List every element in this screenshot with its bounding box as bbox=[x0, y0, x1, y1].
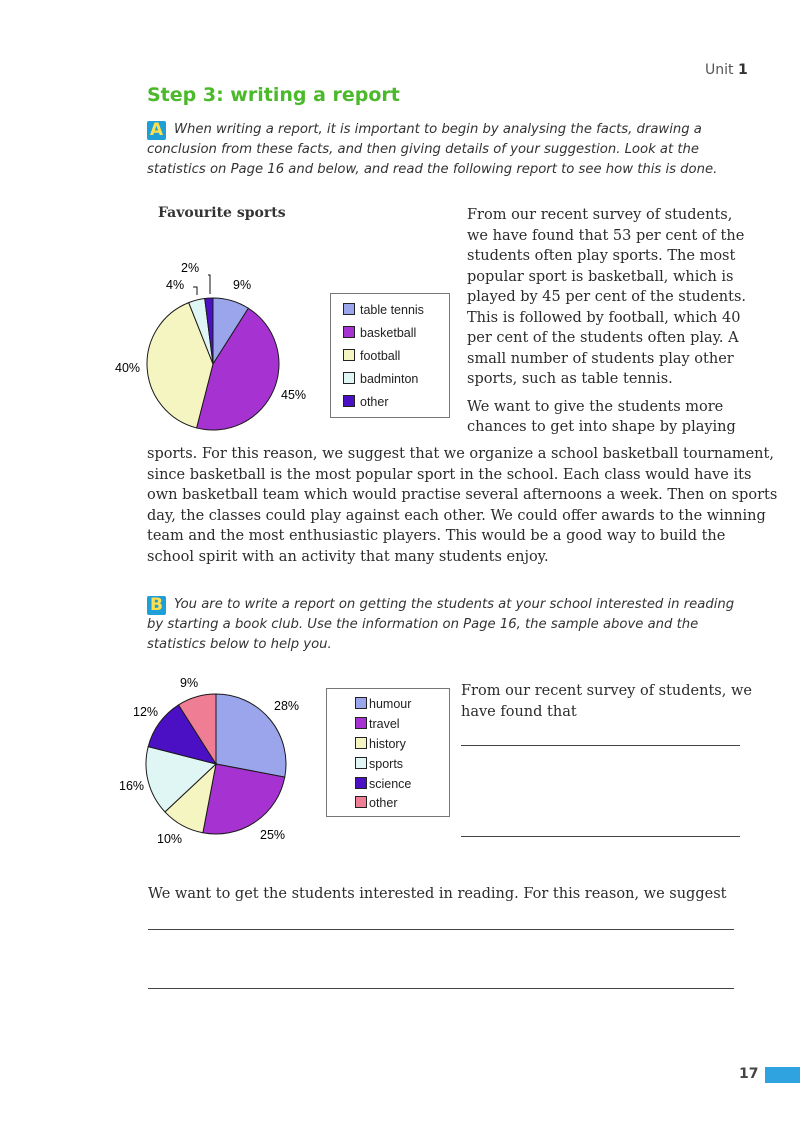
chart2-legend-item: humour bbox=[355, 697, 411, 711]
chart1-swatch-basketball bbox=[343, 326, 355, 338]
unit-label bbox=[705, 62, 748, 78]
part-b-starter bbox=[461, 681, 761, 722]
answer-line[interactable] bbox=[148, 988, 734, 989]
chart2-label-humour: 28% bbox=[274, 699, 300, 713]
chart1-label-basketball: 45% bbox=[281, 388, 307, 402]
report-line: From our recent survey of students, bbox=[467, 207, 733, 223]
chart1-swatch-football bbox=[343, 349, 355, 361]
chart2-legend-item: science bbox=[355, 777, 411, 791]
chart2-legend-item: history bbox=[355, 737, 406, 751]
chart2-legend-item: other bbox=[355, 796, 398, 810]
report-line: school spirit with an activity that many students enjoy. bbox=[147, 548, 549, 565]
chart1-legend-item: table tennis bbox=[343, 303, 424, 317]
part-b-badge: B bbox=[147, 596, 166, 615]
report-line: chances to get into shape by playing bbox=[467, 419, 736, 435]
answer-line[interactable] bbox=[461, 836, 740, 837]
section-title: Step 3: writing a report bbox=[147, 84, 400, 106]
report-line: small number of students play other bbox=[467, 350, 734, 367]
chart2-legend-item: sports bbox=[355, 757, 403, 771]
part-a-text: When writing a report, it is important to begin by analysing the facts, drawing a conclusion from these facts, and then giving details of your suggestion. Look at the statistics on Page 16 and below, and read the following report to see how this is done. bbox=[147, 122, 718, 177]
chart2-label-travel: 25% bbox=[260, 828, 286, 842]
chart2-label-science: 12% bbox=[133, 705, 159, 719]
part-a-badge: A bbox=[147, 121, 166, 140]
report-line: per cent of the students often play. A bbox=[467, 330, 739, 346]
unit-number: 1 bbox=[737, 62, 748, 78]
chart1-label-badminton: 4% bbox=[166, 278, 185, 292]
chart1-title: Favourite sports bbox=[158, 205, 286, 221]
chart1-swatch-badminton bbox=[343, 372, 355, 384]
chart1-swatch-other bbox=[343, 395, 355, 407]
report-line: day, the classes could play against each other. We could offer awards to the winning bbox=[147, 507, 766, 524]
report-line: popular sport is basketball, which is bbox=[467, 268, 734, 285]
chart2-label-sports: 16% bbox=[119, 779, 145, 793]
report-column bbox=[467, 205, 767, 438]
chart1-label-other: 2% bbox=[181, 261, 200, 275]
page-number: 17 bbox=[739, 1066, 759, 1082]
chart1-label-table-tennis: 9% bbox=[233, 278, 252, 292]
chart2-swatch-other bbox=[355, 796, 367, 808]
report-paragraph bbox=[147, 444, 787, 567]
report-line: sports, such as table tennis. bbox=[467, 371, 673, 387]
chart2-swatch-travel bbox=[355, 717, 367, 729]
chart2-swatch-science bbox=[355, 777, 367, 789]
part-b-instructions bbox=[147, 595, 743, 655]
chart2-pie bbox=[110, 670, 330, 850]
chart1-pie bbox=[110, 250, 330, 440]
chart1-legend-item: badminton bbox=[343, 372, 418, 386]
report-line: since basketball is the most popular sport in the school. Each class would have its bbox=[147, 466, 752, 483]
chart1-legend bbox=[330, 293, 450, 418]
report-line: own basketball team which would practise several afternoons a week. Then on sports bbox=[147, 487, 778, 503]
page-tab-bar bbox=[765, 1067, 800, 1083]
report-line: sports. For this reason, we suggest that we organize a school basketball tournament, bbox=[147, 446, 774, 462]
chart2-legend-item: travel bbox=[355, 717, 400, 731]
chart2-slice-travel bbox=[203, 764, 285, 834]
part-b-text: You are to write a report on getting the students at your school interested in reading by starting a book club. Use the information on Page 16, the sample above and the statistics below to help you. bbox=[147, 597, 735, 652]
report-line: we have found that 53 per cent of the bbox=[467, 227, 745, 244]
answer-line[interactable] bbox=[148, 929, 734, 930]
chart1-leader-2pct bbox=[208, 275, 210, 294]
part-b-starter-line: have found that bbox=[461, 703, 577, 720]
chart2-swatch-humour bbox=[355, 697, 367, 709]
part-b-suggest-line: We want to get the students interested in reading. For this reason, we suggest bbox=[148, 886, 727, 902]
chart1-label-football: 40% bbox=[115, 361, 141, 375]
chart1-legend-item: other bbox=[343, 395, 389, 409]
report-line: This is followed by football, which 40 bbox=[467, 309, 741, 326]
chart2-label-history: 10% bbox=[157, 832, 183, 846]
chart1-swatch-table-tennis bbox=[343, 303, 355, 315]
chart1-leader-4pct bbox=[193, 287, 197, 295]
chart2-swatch-history bbox=[355, 737, 367, 749]
report-line: team and the most enthusiastic players. This would be a good way to build the bbox=[147, 528, 726, 544]
report-line: played by 45 per cent of the students. bbox=[467, 289, 746, 305]
part-a-instructions bbox=[147, 120, 743, 180]
answer-line[interactable] bbox=[461, 745, 740, 746]
chart2-legend bbox=[326, 688, 450, 817]
unit-word: Unit bbox=[705, 62, 734, 78]
chart2-swatch-sports bbox=[355, 757, 367, 769]
chart1-legend-item: basketball bbox=[343, 326, 416, 340]
part-b-starter-line: From our recent survey of students, we bbox=[461, 683, 752, 699]
report-line: We want to give the students more bbox=[467, 398, 724, 415]
chart2-label-other: 9% bbox=[180, 676, 199, 690]
report-line: students often play sports. The most bbox=[467, 248, 736, 264]
chart1-legend-item: football bbox=[343, 349, 400, 363]
